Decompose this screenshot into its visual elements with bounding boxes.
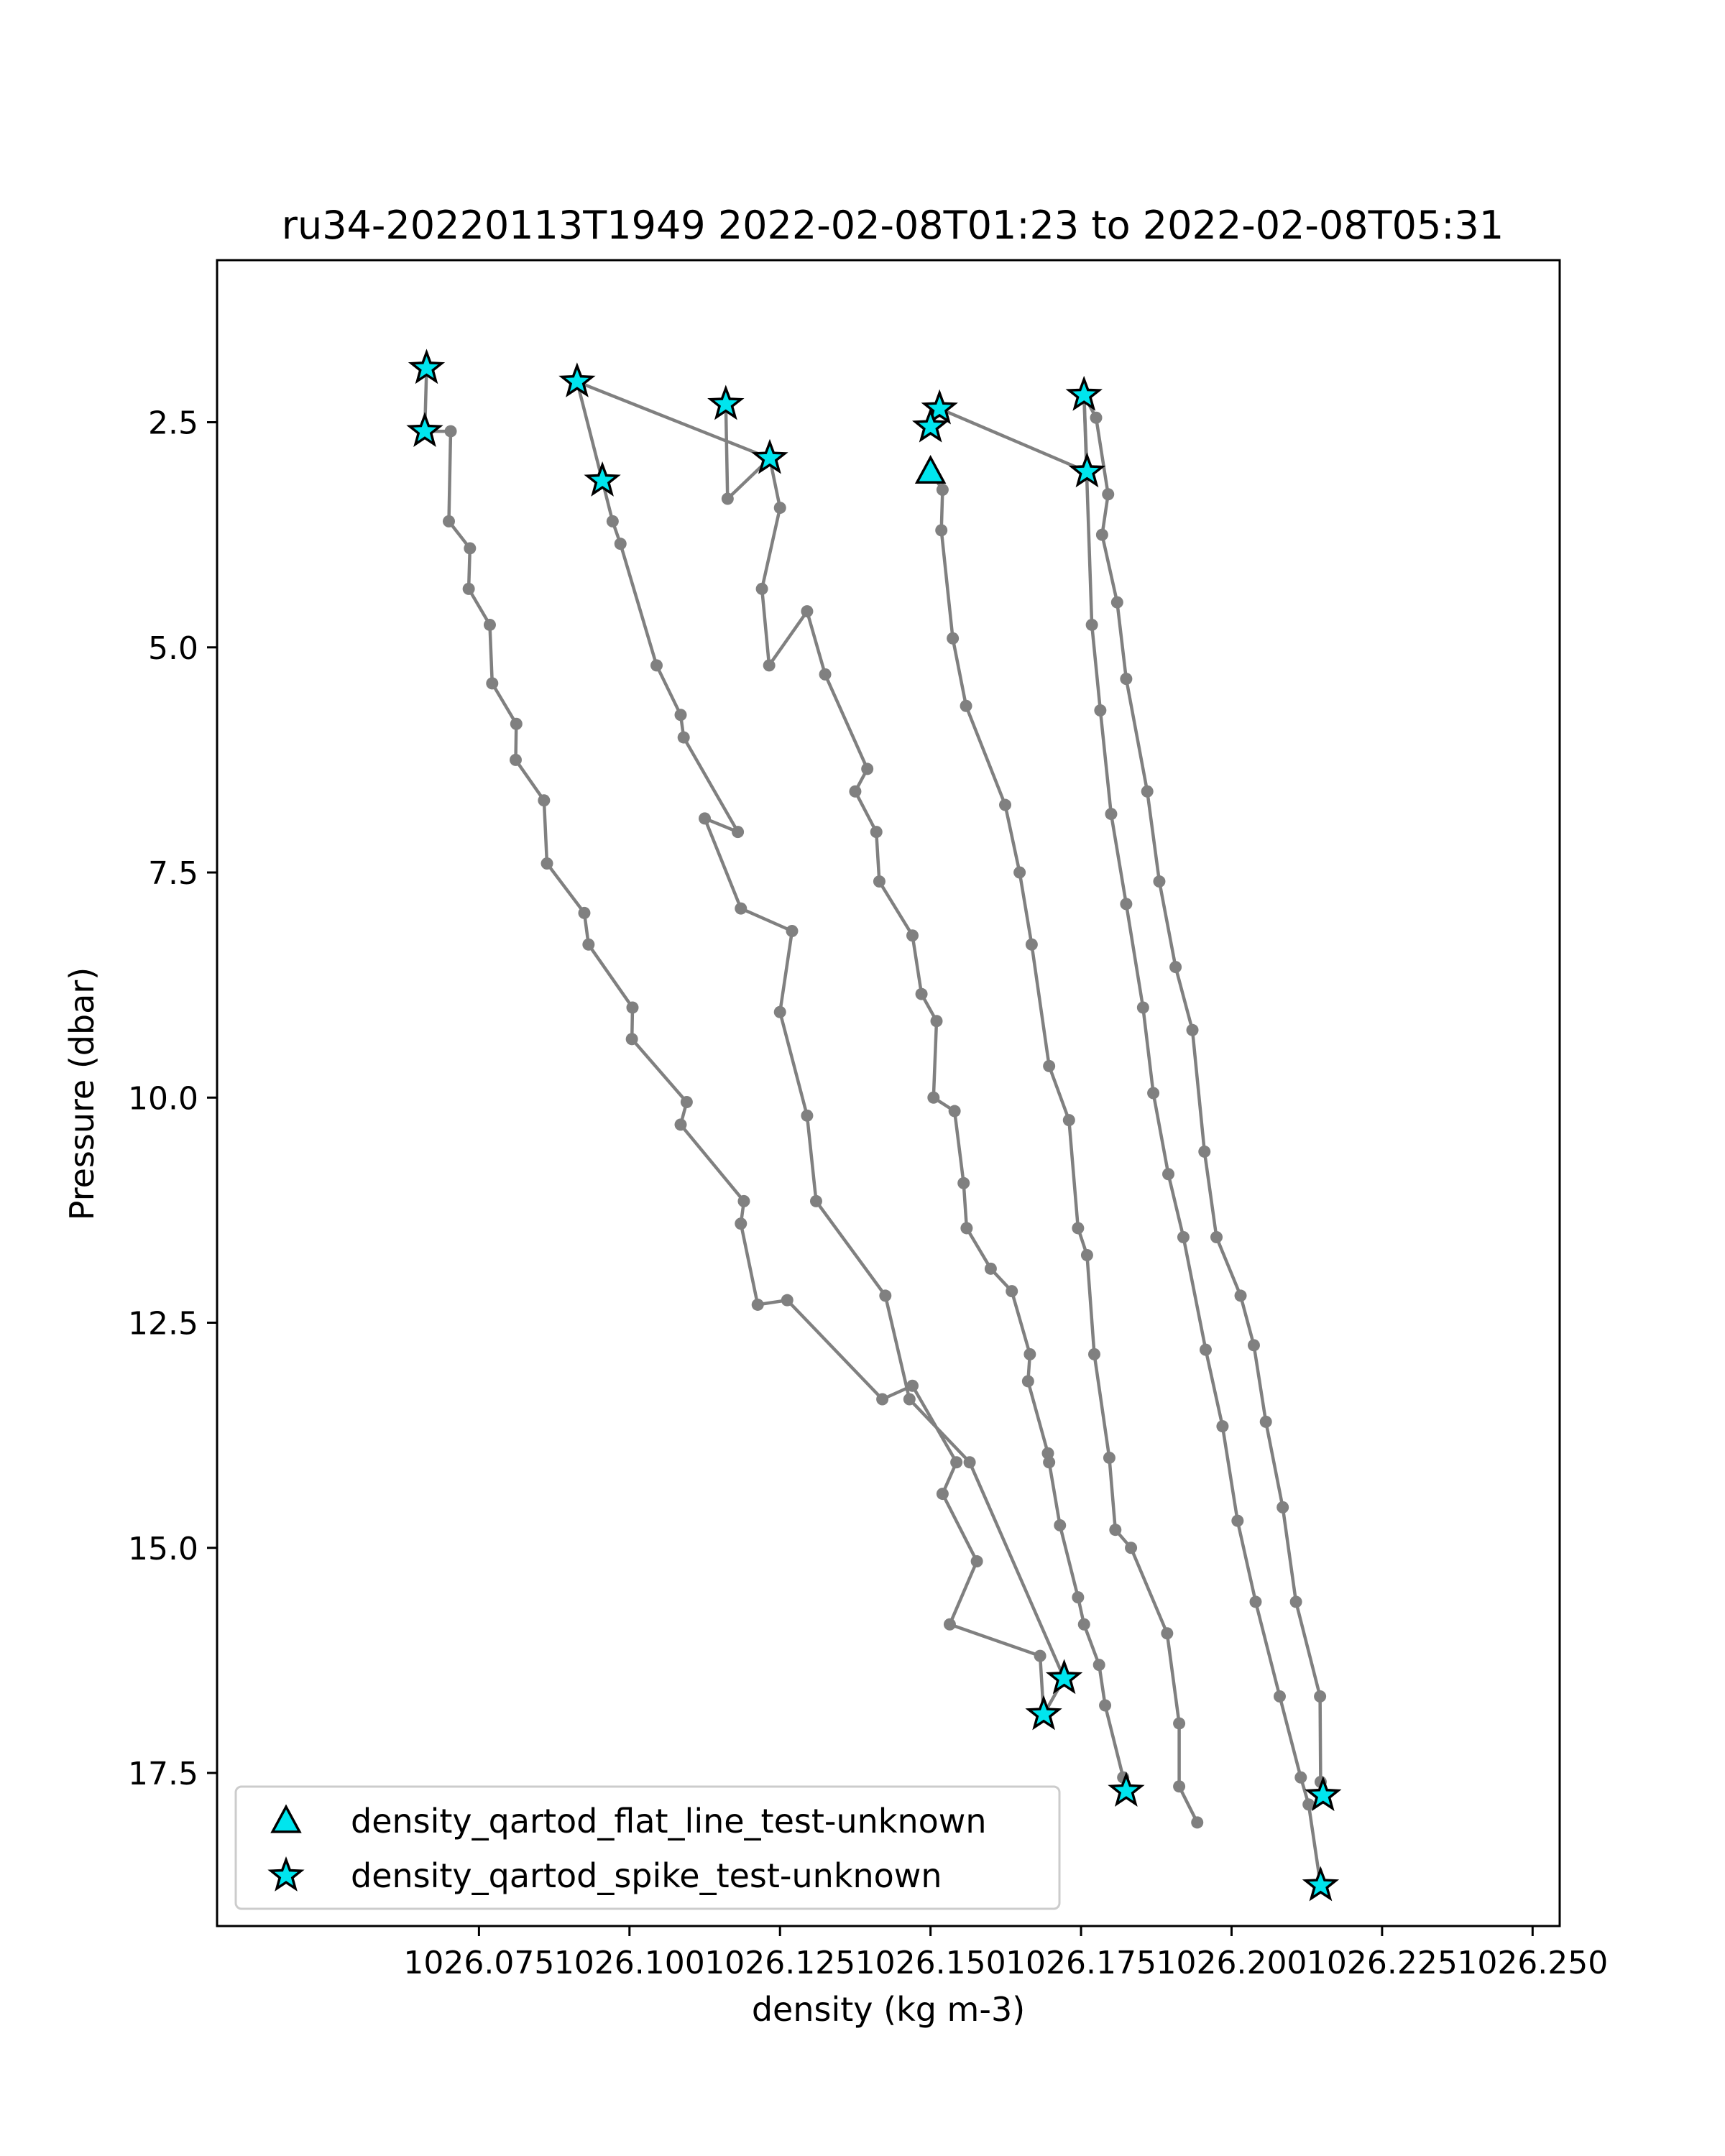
x-tick-label: 1026.150	[855, 1945, 1006, 1981]
data-point	[931, 1015, 943, 1027]
data-point	[960, 1222, 972, 1234]
data-point	[985, 1263, 997, 1275]
data-point	[722, 493, 734, 505]
x-tick-label: 1026.125	[704, 1945, 856, 1981]
data-point	[876, 1393, 888, 1406]
data-point	[949, 1105, 961, 1118]
data-point	[1026, 939, 1038, 951]
legend-label: density_qartod_spike_test-unknown	[351, 1856, 942, 1895]
data-point	[1078, 1618, 1090, 1631]
data-point	[1105, 808, 1117, 820]
x-tick-label: 1026.175	[1006, 1945, 1157, 1981]
data-point	[957, 1177, 970, 1189]
data-point	[1187, 1024, 1199, 1036]
data-point	[1248, 1339, 1260, 1351]
data-point	[464, 542, 476, 554]
legend	[236, 1787, 1059, 1909]
data-point	[1006, 1285, 1018, 1297]
data-point	[1173, 1718, 1185, 1730]
chart-title: ru34-20220113T1949 2022-02-08T01:23 to 2022-02-08T05:31	[281, 203, 1504, 248]
data-point	[774, 1006, 786, 1018]
data-point	[1093, 1659, 1105, 1671]
data-point	[1013, 867, 1026, 879]
data-point	[873, 875, 886, 888]
data-point	[1276, 1501, 1289, 1514]
data-point	[786, 925, 798, 937]
data-point	[810, 1195, 822, 1207]
data-point	[944, 1618, 956, 1631]
data-point	[861, 763, 873, 775]
data-point	[1088, 1348, 1100, 1360]
data-point	[732, 826, 744, 838]
data-point	[1096, 529, 1108, 541]
data-point	[1162, 1168, 1174, 1180]
data-point	[906, 1380, 919, 1392]
data-point	[1103, 1452, 1116, 1464]
data-point	[964, 1456, 976, 1468]
data-point	[1231, 1515, 1243, 1527]
data-point	[1216, 1420, 1228, 1432]
data-point	[1120, 898, 1132, 910]
data-point	[735, 903, 747, 915]
data-point	[486, 677, 498, 689]
data-point	[484, 619, 496, 631]
data-point	[1210, 1231, 1223, 1243]
data-point	[650, 659, 663, 671]
data-point	[1034, 1650, 1046, 1662]
data-point	[1063, 1114, 1075, 1126]
x-axis-label: density (kg m-3)	[751, 1990, 1026, 2029]
data-point	[1191, 1816, 1203, 1828]
data-point	[1177, 1231, 1190, 1243]
data-point	[541, 857, 553, 870]
data-point	[971, 1555, 983, 1567]
data-point	[1125, 1542, 1137, 1554]
data-point	[578, 907, 590, 919]
data-point	[947, 632, 959, 645]
data-point	[1137, 1001, 1149, 1013]
data-point	[678, 732, 690, 744]
data-point	[849, 786, 861, 798]
data-point	[626, 1033, 638, 1045]
data-point	[1290, 1595, 1302, 1608]
legend-item	[271, 1856, 942, 1895]
data-point	[937, 484, 949, 496]
y-tick-label: 10.0	[128, 1080, 198, 1118]
data-point	[781, 1294, 794, 1307]
data-point	[1102, 488, 1114, 500]
data-point	[916, 988, 928, 1000]
data-point	[1043, 1060, 1055, 1072]
data-point	[879, 1289, 891, 1302]
data-point	[510, 718, 523, 730]
data-point	[1294, 1772, 1307, 1784]
data-point	[1081, 1249, 1093, 1261]
x-tick-label: 1026.075	[403, 1945, 555, 1981]
data-point	[1200, 1344, 1212, 1356]
data-point	[1072, 1222, 1084, 1234]
data-point	[906, 929, 919, 941]
data-point	[756, 583, 768, 595]
data-point	[774, 502, 786, 514]
x-tick-label: 1026.250	[1457, 1945, 1609, 1981]
y-tick-label: 7.5	[148, 855, 198, 893]
data-point	[801, 1110, 813, 1122]
y-tick-label: 12.5	[128, 1305, 198, 1342]
data-point	[1198, 1146, 1210, 1158]
data-point	[1109, 1524, 1121, 1536]
data-point	[615, 538, 627, 550]
data-point	[819, 668, 832, 681]
data-point	[1147, 1087, 1159, 1100]
data-point	[1173, 1780, 1185, 1792]
data-point	[870, 826, 883, 838]
plot-area	[217, 260, 1560, 1926]
data-point	[801, 605, 813, 617]
data-point	[1120, 673, 1132, 685]
x-tick-label: 1026.200	[1156, 1945, 1307, 1981]
data-point	[960, 700, 972, 712]
data-point	[935, 524, 947, 536]
data-point	[937, 1488, 949, 1500]
data-point	[443, 515, 455, 528]
data-point	[699, 812, 711, 824]
data-point	[626, 1001, 638, 1013]
data-point	[675, 1118, 687, 1130]
x-axis	[403, 1926, 1608, 1981]
data-point	[538, 794, 550, 806]
data-point	[1072, 1591, 1084, 1603]
data-point	[927, 1092, 939, 1104]
data-point	[735, 1217, 747, 1230]
data-point	[445, 425, 457, 438]
data-point	[675, 709, 687, 721]
legend-label: density_qartod_flat_line_test-unknown	[351, 1802, 987, 1841]
data-point	[1022, 1375, 1034, 1387]
data-point	[463, 583, 475, 595]
x-tick-label: 1026.225	[1306, 1945, 1458, 1981]
data-point	[1169, 961, 1182, 973]
data-point	[752, 1299, 764, 1311]
data-point	[681, 1096, 693, 1108]
data-point	[607, 515, 619, 528]
data-point	[1086, 619, 1098, 631]
data-point	[1141, 786, 1154, 798]
data-point	[1024, 1348, 1036, 1360]
data-point	[763, 659, 776, 671]
y-tick-label: 17.5	[128, 1755, 198, 1792]
data-point	[1099, 1700, 1111, 1712]
legend-item	[272, 1802, 986, 1841]
data-point	[950, 1456, 962, 1468]
data-point	[903, 1393, 916, 1406]
data-point	[1111, 596, 1123, 609]
data-point	[999, 799, 1011, 811]
data-point	[1043, 1456, 1055, 1468]
data-point	[1161, 1627, 1173, 1639]
data-point	[1249, 1595, 1261, 1608]
data-point	[510, 754, 522, 766]
data-point	[1054, 1519, 1066, 1531]
data-point	[1274, 1690, 1286, 1703]
data-point	[1153, 875, 1165, 888]
data-point	[1260, 1416, 1272, 1428]
data-point	[1235, 1289, 1247, 1302]
data-point	[582, 939, 594, 951]
y-tick-label: 15.0	[128, 1530, 198, 1567]
data-point	[1314, 1690, 1326, 1703]
x-tick-label: 1026.100	[553, 1945, 705, 1981]
data-point	[737, 1195, 750, 1207]
data-point	[1090, 412, 1102, 424]
data-point	[1094, 704, 1106, 717]
y-axis	[128, 405, 217, 1792]
y-tick-label: 5.0	[148, 630, 198, 667]
y-axis-label: Pressure (dbar)	[63, 967, 101, 1221]
y-tick-label: 2.5	[148, 405, 198, 442]
